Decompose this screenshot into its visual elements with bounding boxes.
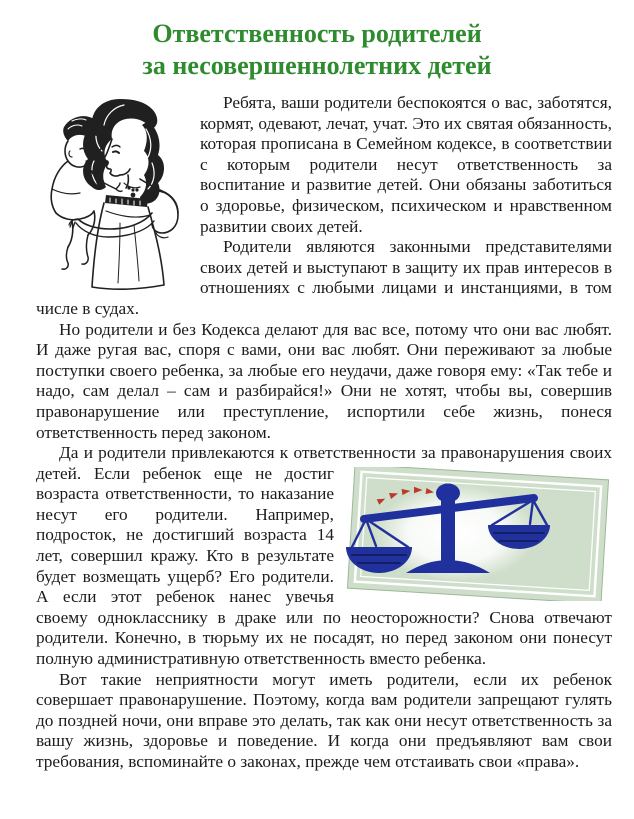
paragraph-3-text: Но родители и без Кодекса делают для вас все, потому что они вас любят. И даже ругая вас, споря с вами, они вас любят. Они переживают за любые поступки своего ребенка, за любые его неудачи, даже говоря ему: «Так тебе и надо, сам делал – сам и разбирайся!» Они не хотят, чтобы вы, совершив правонарушение или преступление, испортили себе жизнь, понеся ответственность перед законом. (36, 319, 612, 442)
paragraph-1-text: Ребята, ваши родители беспокоятся о вас, заботятся, кормят, одевают, лечат, учат. Это их святая обязанность, которая прописана в Семейном кодексе, в соответствии с которым родители несут ответственность за воспитание и развитие детей. Они обязаны заботиться о здоровье, физическом, психическом и нравственном развитии своих детей. (200, 93, 612, 236)
paragraph-5 (36, 670, 612, 773)
paragraph-5-text: Вот такие неприятности могут иметь родители, если их ребенок совершает правонарушение. Поэтому, когда вам родители запрещают гулять до поздней ночи, они вправе это делать, так как они несут ответственность за вашу жизнь, здоровье и поведение. И когда они предъявляют вам свои требования, вспоминайте о законах, прежде чем отстаивать свои «права». (36, 669, 612, 771)
paragraph-3 (36, 320, 612, 444)
mother-and-child-illustration (36, 95, 188, 292)
paragraph-2-text: Родители являются законными представителями своих детей и выступают в защиту их прав интересов в отношениях с любыми лицами и инстанциями, в том числе в судах. (36, 237, 612, 318)
paragraph-1 (36, 93, 612, 237)
document-body (0, 93, 634, 773)
paragraph-4 (36, 443, 612, 670)
page-title-line-2: за несовершеннолетних детей (142, 51, 492, 80)
page-title (0, 18, 634, 82)
page-title-line-1: Ответственность родителей (152, 19, 482, 48)
scales-of-justice-icon (344, 467, 612, 601)
mother-and-child-icon (36, 95, 188, 292)
paragraph-4-lead-text: Да и родители привлекаются к ответственности за правонарушения (59, 443, 565, 463)
scales-of-justice-illustration (344, 467, 612, 601)
paragraph-4-rest-text: своих детей. Если ребенок еще не достиг возраста ответственности, то наказание несут его родители. Например, подросток, не достигший возраста 14 лет, совершил кражу. Кто в результате будет возмещать ущерб? Его родители. А если этот ребенок нанес увечья своему однокласснику в драке или по неосторожности? Снова отвечают родители. Конечно, в тюрьму их не посадят, но перед законом они понесут полную административную ответственность вместо ребенка. (36, 443, 612, 669)
